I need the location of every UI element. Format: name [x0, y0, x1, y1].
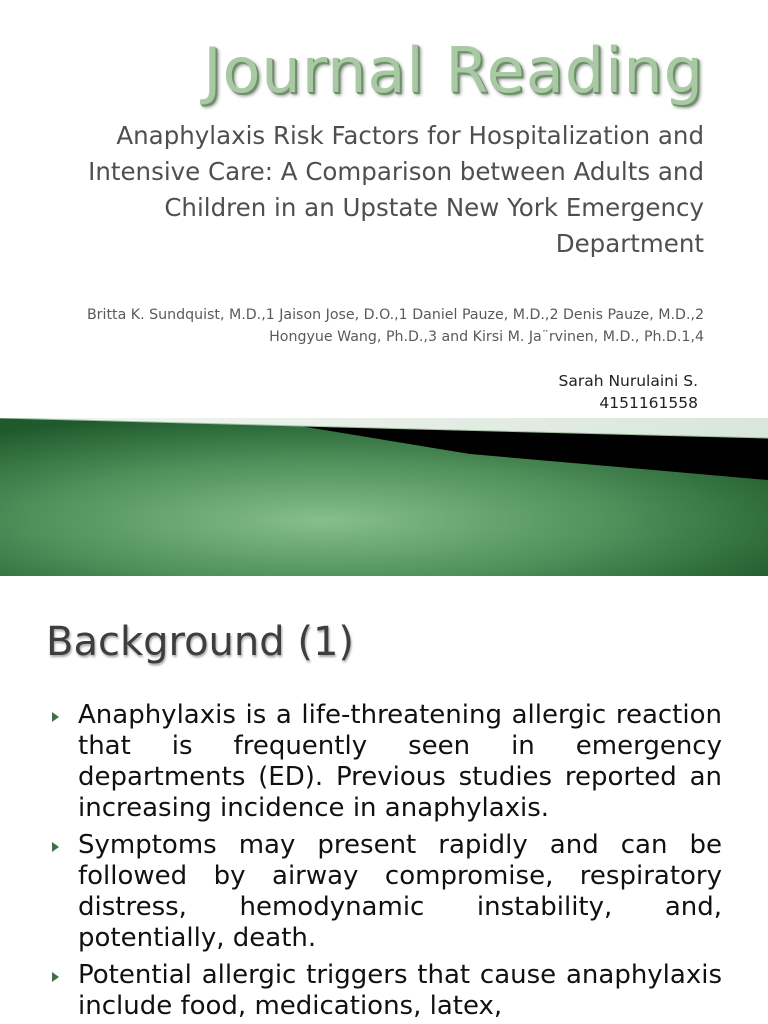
presenter-block [558, 370, 698, 414]
presenter-name: Sarah Nurulaini S. [558, 372, 698, 390]
bullet-item [52, 830, 722, 954]
author-list: Britta K. Sundquist, M.D.,1 Jaison Jose, D.O.,1 Daniel Pauze, M.D.,2 Denis Pauze, M.D.,2 Hongyue Wang, Ph.D.,3 and Kirsi M. Ja¨rvinen, M.D., Ph.D.1,4 [86, 307, 704, 345]
bullet-list [52, 700, 722, 1024]
bullet-text: Potential allergic triggers that cause anaphylaxis include food, medications, latex, [78, 960, 722, 1021]
article-title: Anaphylaxis Risk Factors for Hospitalization and Intensive Care: A Comparison between Adults and Children in an Upstate New York Emergency Department [88, 121, 704, 258]
presenter-id: 4151161558 [599, 394, 698, 412]
bullet-arrow-icon [52, 712, 59, 722]
bullet-text: Symptoms may present rapidly and can be followed by airway compromise, respiratory distress, hemodynamic instability, and, potentially, death. [78, 830, 722, 953]
green-band-decoration [0, 418, 768, 576]
slide-heading: Background (1) [46, 619, 355, 665]
bullet-item [52, 700, 722, 824]
background-slide [0, 576, 768, 1024]
bullet-arrow-icon [52, 842, 59, 852]
bullet-item [52, 960, 722, 1022]
bullet-text: Anaphylaxis is a life-threatening allergic reaction that is frequently seen in emergency departments (ED). Previous studies reported an increasing incidence in anaphylaxis. [78, 700, 722, 823]
presentation-title: Journal Reading [203, 34, 704, 107]
bullet-arrow-icon [52, 972, 59, 982]
